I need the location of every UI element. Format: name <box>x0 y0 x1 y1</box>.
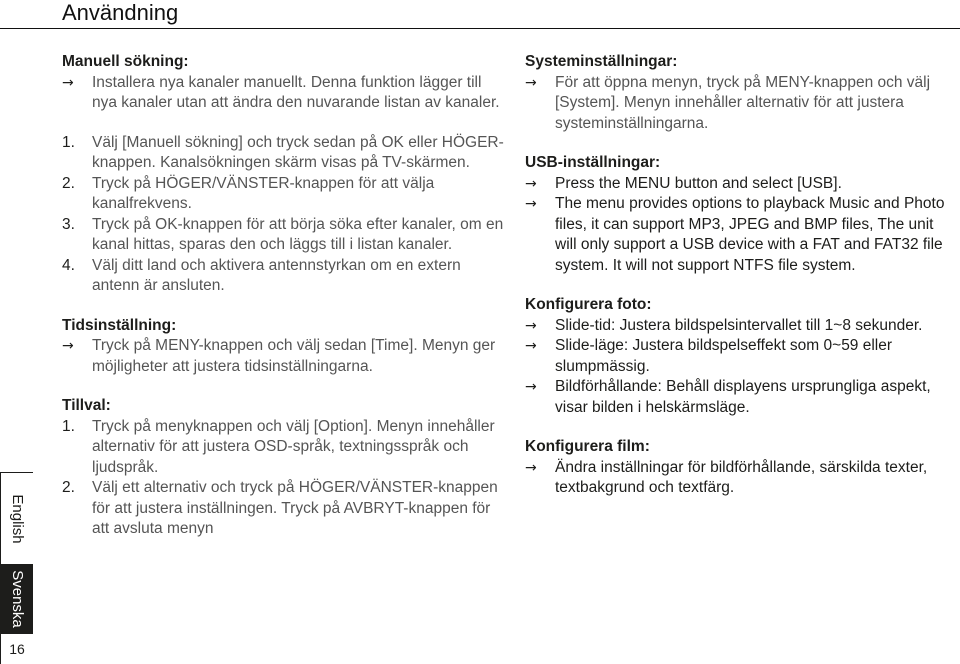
film-section <box>525 437 957 499</box>
step-number: 4. <box>62 256 75 274</box>
list-item <box>62 174 507 215</box>
list-item <box>62 256 507 297</box>
manual-search-steps <box>62 133 507 297</box>
tab-english <box>0 472 33 564</box>
step-number: 1. <box>62 417 75 435</box>
arrow-right-icon: → <box>525 379 537 395</box>
system-section <box>525 52 957 134</box>
arrow-right-icon: → <box>62 74 74 91</box>
system-heading: Systeminställningar: <box>525 53 678 70</box>
time-text: Tryck på MENY-knappen och välj sedan [Time]. Menyn ger möjligheter att justera tidsinställningarna. <box>92 337 496 375</box>
arrow-right-icon: → <box>62 338 74 354</box>
step-number: 2. <box>62 479 75 496</box>
list-item <box>525 377 957 418</box>
photo-item-text: Bildförhållande: Behåll displayens ursprungliga aspekt, visar bilden i helskärmsläge. <box>555 378 931 416</box>
right-column <box>525 52 957 518</box>
page-number: 16 <box>0 634 33 664</box>
list-item <box>525 73 957 135</box>
photo-section <box>525 295 957 418</box>
manual-search-section <box>62 52 507 114</box>
arrow-right-icon: → <box>525 459 537 476</box>
arrow-right-icon: → <box>525 74 537 91</box>
manual-search-intro <box>62 73 507 114</box>
arrow-right-icon: → <box>525 196 537 212</box>
options-section <box>62 396 507 540</box>
usb-heading: USB-inställningar: <box>525 154 661 171</box>
photo-heading: Konfigurera foto: <box>525 296 652 313</box>
photo-item-text: Slide-tid: Justera bildspelsintervallet till 1~8 sekunder. <box>555 316 923 334</box>
photo-item-text: Slide-läge: Justera bildspelseffekt som 0~59 eller slumpmässig. <box>555 337 893 375</box>
system-text: För att öppna menyn, tryck på MENY-knappen och välj [System]. Menyn innehåller alternativ för att justera systeminställningarna. <box>555 73 931 132</box>
film-text: Ändra inställningar för bildförhållande, särskilda texter, textbakgrund och textfärg. <box>555 458 928 496</box>
list-item <box>62 417 507 479</box>
tab-svenska <box>0 564 33 634</box>
step-number: 3. <box>62 215 75 233</box>
manual-search-intro-text: Installera nya kanaler manuellt. Denna funktion lägger till nya kanaler utan att ändra den nuvarande listan av kanaler. <box>92 73 500 111</box>
time-section <box>62 316 507 378</box>
arrow-right-icon: → <box>525 317 537 334</box>
step-text: Välj [Manuell sökning] och tryck sedan på OK eller HÖGER-knappen. Kanalsökningen skärm visas på TV-skärmen. <box>92 133 504 171</box>
step-number: 1. <box>62 133 75 151</box>
film-heading: Konfigurera film: <box>525 438 650 455</box>
list-item <box>525 174 957 195</box>
arrow-right-icon: → <box>525 338 537 354</box>
step-text: Tryck på menyknappen och välj [Option]. Menyn innehåller alternativ för att justera OSD-språk, textningsspråk och ljudspråk. <box>92 417 495 476</box>
step-number: 2. <box>62 174 75 192</box>
list-item <box>525 316 957 337</box>
step-text: Tryck på OK-knappen för att börja söka efter kanaler, om en kanal hittas, sparas den och läggs till i listan kanaler. <box>92 215 504 253</box>
list-item <box>62 336 507 377</box>
manual-search-heading: Manuell sökning: <box>62 53 189 70</box>
tab-english-label: English <box>9 493 26 544</box>
left-column <box>62 52 507 559</box>
arrow-right-icon: → <box>525 175 537 192</box>
list-item <box>525 194 957 276</box>
list-item <box>62 215 507 256</box>
list-item <box>62 478 507 540</box>
time-heading: Tidsinställning: <box>62 316 177 334</box>
usb-item-text: Press the MENU button and select [USB]. <box>555 174 842 192</box>
title-rule <box>0 28 960 29</box>
list-item <box>525 336 957 377</box>
step-text: Tryck på HÖGER/VÄNSTER-knappen för att välja kanalfrekvens. <box>92 174 435 212</box>
step-text: Välj ett alternativ och tryck på HÖGER/VÄNSTER-knappen för att justera inställningen. Tryck på AVBRYT-knappen för att avsluta menyn <box>92 479 498 537</box>
step-text: Välj ditt land och aktivera antennstyrkan om en extern antenn är ansluten. <box>92 256 461 294</box>
tab-svenska-label: Svenska <box>8 570 26 628</box>
list-item <box>62 133 507 174</box>
options-heading: Tillval: <box>62 397 111 414</box>
usb-item-text: The menu provides options to playback Music and Photo files, it can support MP3, JPEG and BMP files, The unit will only support a USB device with a FAT and FAT32 file system. It will not support NTFS file system. <box>555 195 945 274</box>
list-item <box>525 458 957 499</box>
usb-section <box>525 153 957 276</box>
page-title: Användning <box>62 0 179 25</box>
